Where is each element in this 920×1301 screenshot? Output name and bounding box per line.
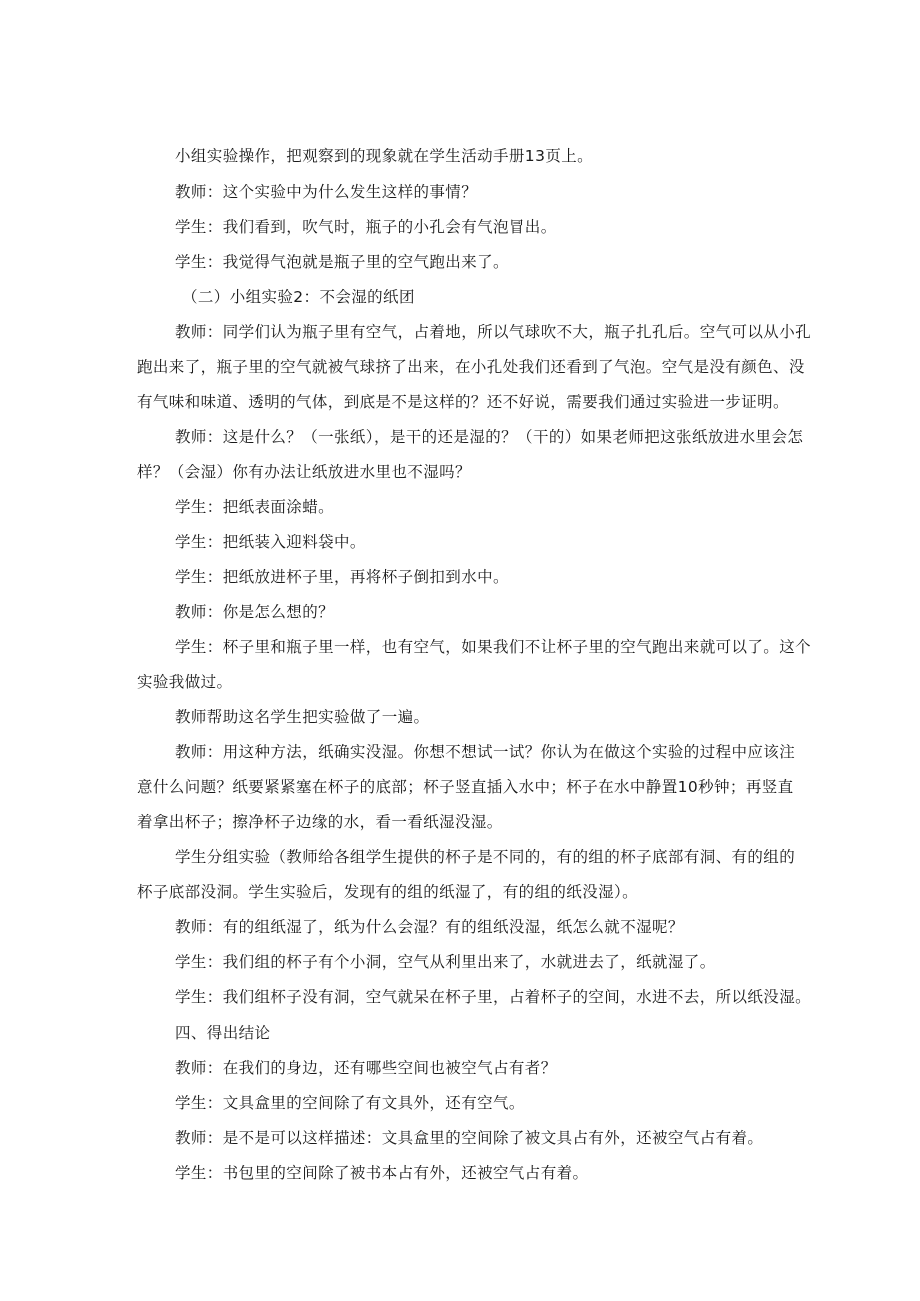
text-line: 有气味和味道、透明的气体，到底是不是这样的？还不好说，需要我们通过实验进一步证明。: [137, 393, 789, 411]
text-line: 学生：把纸装入迎料袋中。: [175, 533, 366, 551]
text-line: 样？（会湿）你有办法让纸放进水里也不湿吗？: [137, 463, 471, 481]
text-line: 教师帮助这名学生把实验做了一遍。: [175, 708, 430, 726]
text-line: 实验我做过。: [137, 673, 233, 691]
section-heading: 四、得出结论: [175, 1024, 271, 1042]
text-line: 教师：在我们的身边，还有哪些空间也被空气占有者？: [175, 1059, 557, 1077]
text-line: 教师：用这种方法，纸确实没湿。你想不想试一试？你认为在做这个实验的过程中应该注: [175, 743, 796, 761]
text-line: 学生：把纸表面涂蜡。: [175, 498, 335, 516]
text-line: 跑出来了，瓶子里的空气就被气球挤了出来，在小孔处我们还看到了气泡。空气是没有颜色、没: [137, 358, 805, 376]
text-line: 杯子底部没洞。学生实验后，发现有的组的纸湿了，有的组的纸没湿）。: [137, 883, 639, 901]
text-line: 教师：这是什么？（一张纸），是干的还是湿的？（干的）如果老师把这张纸放进水里会怎: [175, 428, 804, 446]
text-line: 学生：我们组杯子没有洞，空气就呆在杯子里，占着杯子的空间，水进不去，所以纸没湿。: [175, 988, 812, 1006]
text-line: 教师：这个实验中为什么发生这样的事情？: [175, 183, 478, 201]
text-line: 学生分组实验（教师给各组学生提供的杯子是不同的，有的组的杯子底部有洞、有的组的: [175, 848, 796, 866]
text-line: 学生：书包里的空间除了被书本占有外，还被空气占有着。: [175, 1164, 589, 1182]
text-line: 小组实验操作，把观察到的现象就在学生活动手册13页上。: [175, 147, 594, 165]
text-line: 教师：同学们认为瓶子里有空气，占着地，所以气球吹不大，瓶子扎孔后。空气可以从小孔: [175, 323, 812, 341]
text-line: 教师：是不是可以这样描述：文具盒里的空间除了被文具占有外，还被空气占有着。: [175, 1129, 764, 1147]
text-line: 学生：我们看到，吹气时，瓶子的小孔会有气泡冒出。: [175, 218, 557, 236]
text-line: 学生：我们组的杯子有个小洞，空气从利里出来了，水就进去了，纸就湿了。: [175, 953, 716, 971]
section-heading: （二）小组实验2：不会湿的纸团: [182, 288, 415, 306]
text-line: 学生：把纸放进杯子里，再将杯子倒扣到水中。: [175, 568, 509, 586]
text-line: 意什么问题？纸要紧紧塞在杯子的底部；杯子竖直插入水中；杯子在水中静置10秒钟；再竖直: [137, 778, 794, 796]
text-line: 学生：文具盒里的空间除了有文具外，还有空气。: [175, 1094, 525, 1112]
text-line: 教师：你是怎么想的？: [175, 603, 335, 621]
text-line: 学生：杯子里和瓶子里一样，也有空气，如果我们不让杯子里的空气跑出来就可以了。这个: [175, 638, 812, 656]
text-line: 着拿出杯子；擦净杯子边缘的水，看一看纸湿没湿。: [137, 813, 503, 831]
text-line: 学生：我觉得气泡就是瓶子里的空气跑出来了。: [175, 253, 509, 271]
text-line: 教师：有的组纸湿了，纸为什么会湿？有的组纸没湿，纸怎么就不湿呢？: [175, 918, 684, 936]
